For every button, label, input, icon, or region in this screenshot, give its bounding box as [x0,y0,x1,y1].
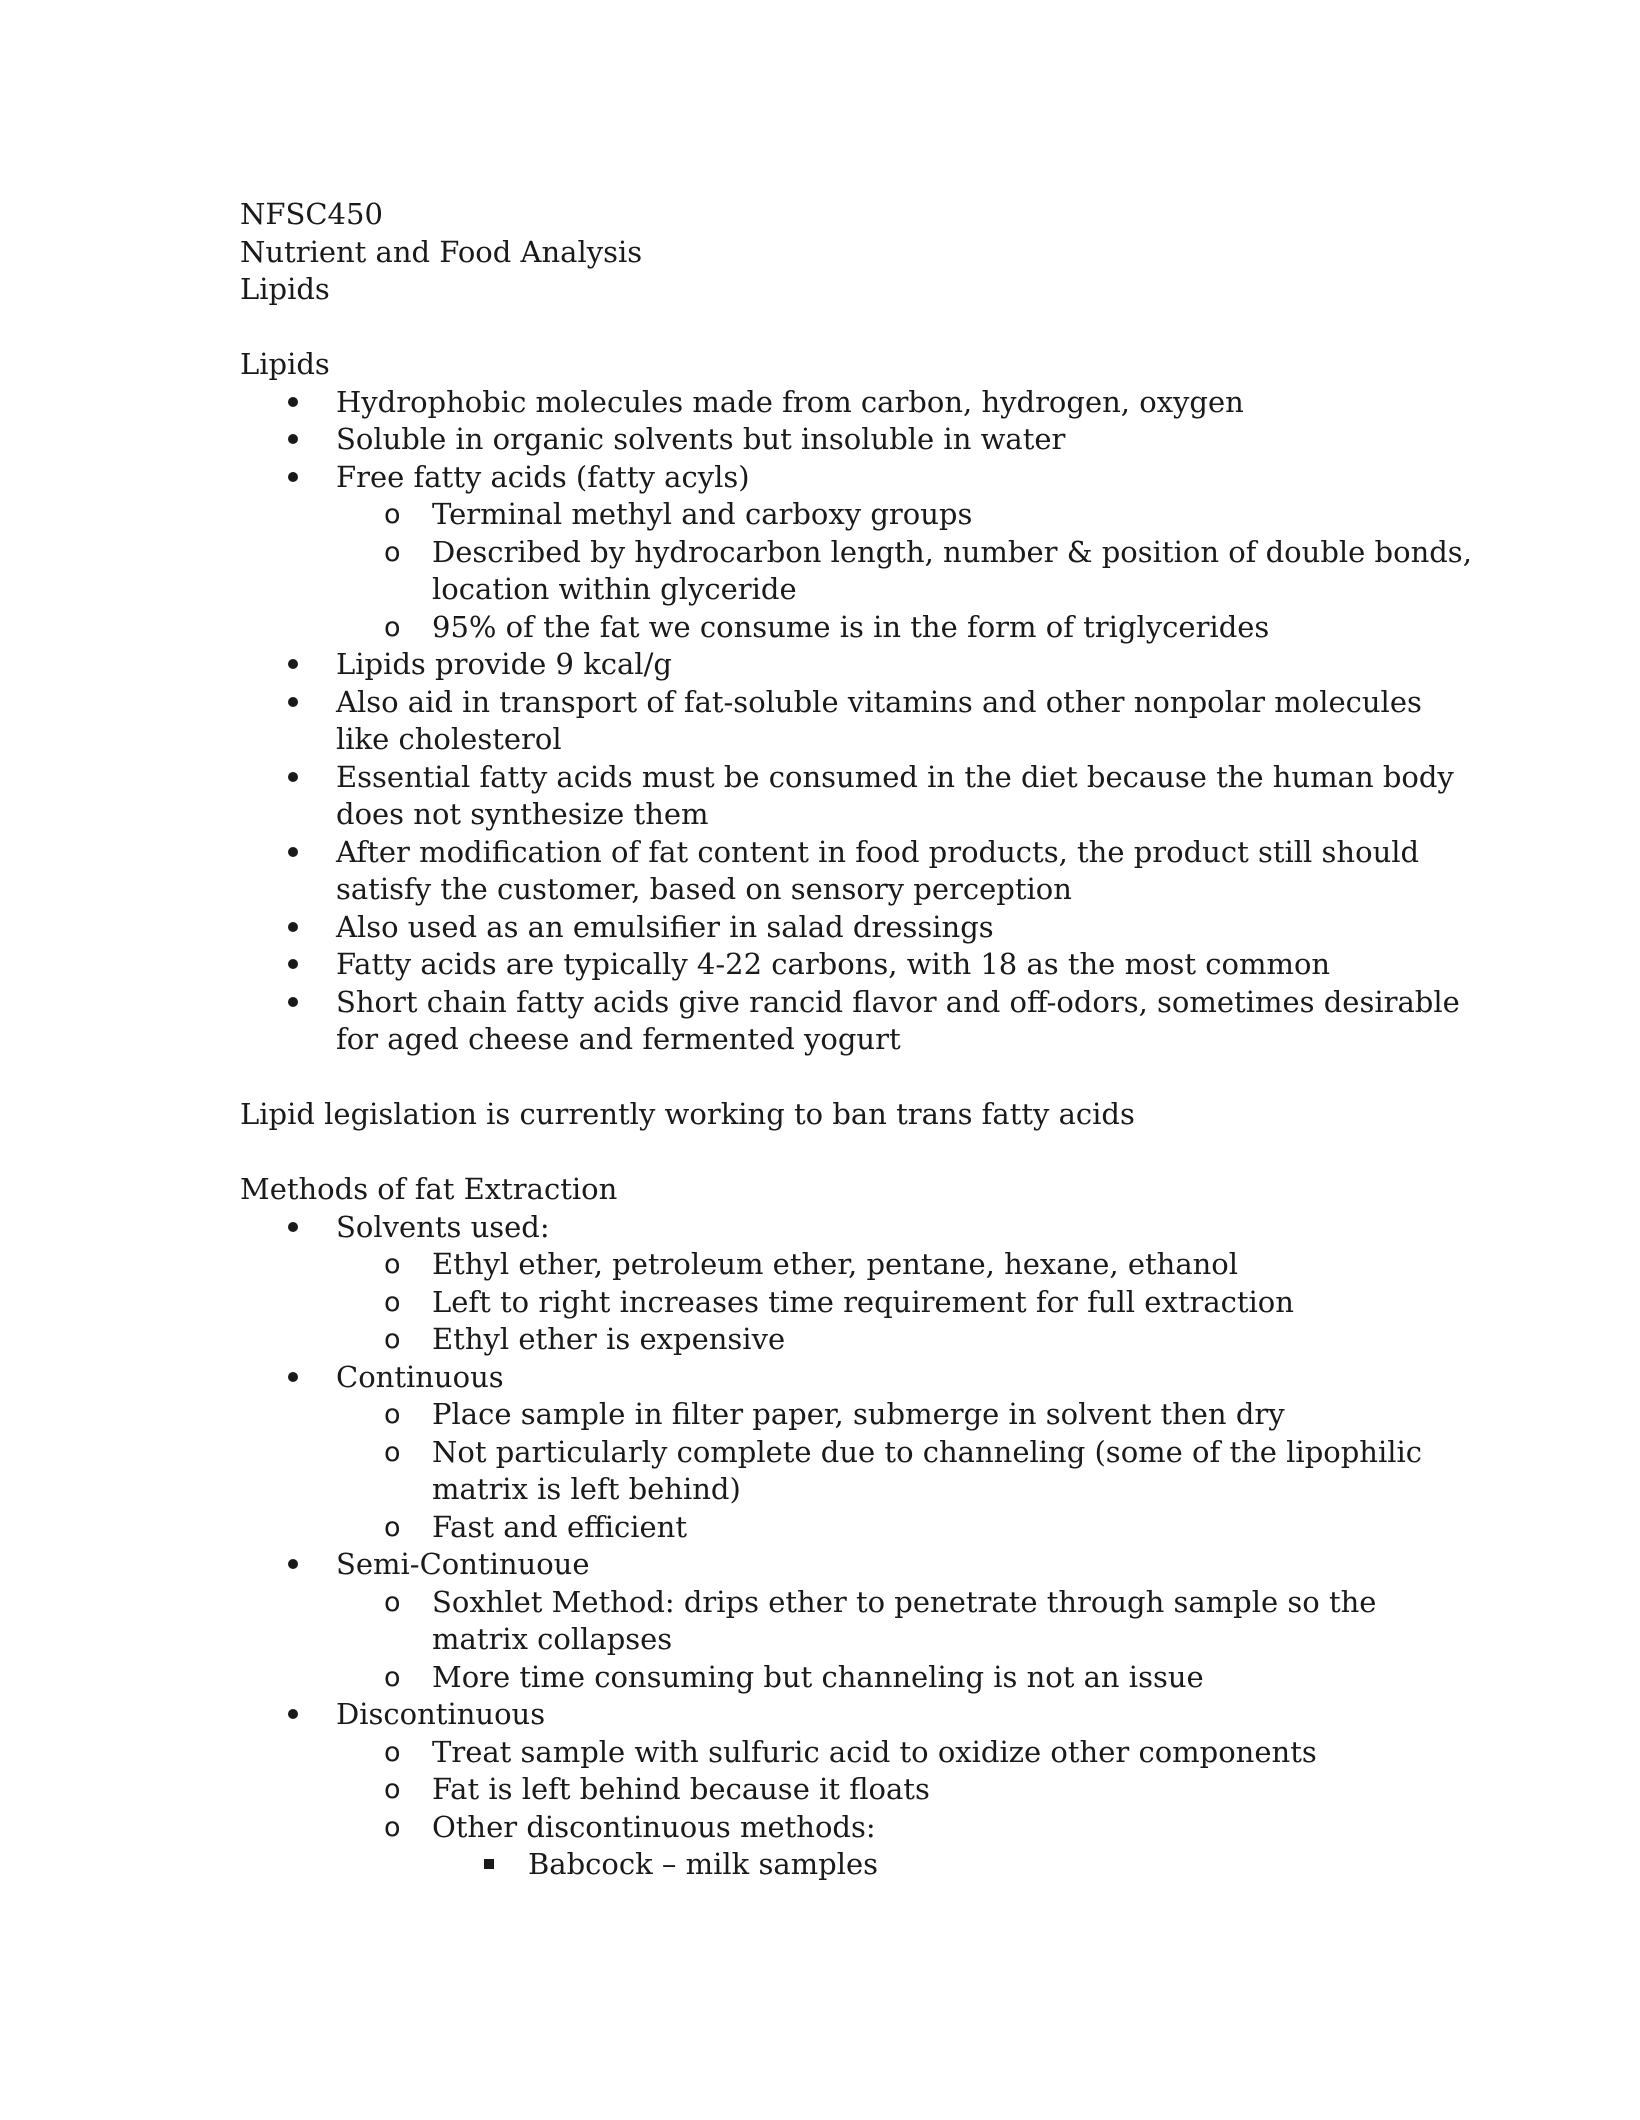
circle-bullet-icon: o [384,1774,401,1805]
list-item: After modification of fat content in food products, the product still should satisfy the customer, based on sensory perception [240,834,1420,909]
sub-list-item: o Treat sample with sulfuric acid to oxidize other components [336,1734,1420,1772]
course-code: NFSC450 [240,197,383,231]
sub-list-item: o Other discontinuous methods: Babcock – milk samples [336,1809,1420,1884]
circle-bullet-icon: o [384,1586,401,1618]
circle-bullet-icon: o [384,1511,401,1543]
bullet-icon [288,421,298,459]
section-heading-lipids: Lipids [240,347,330,381]
circle-bullet-icon: o [384,1811,401,1843]
solvents-sub-list [336,1246,1420,1359]
bullet-icon [288,1359,298,1397]
circle-bullet-icon: o [384,1286,401,1318]
list-item: Semi-Continuoue o Soxhlet Method: drips ether to penetrate through sample so the matrix collapses o More time consuming but channeling is not an issue [240,1546,1420,1696]
discontinuous-sub-list [336,1734,1420,1884]
list-item: Fatty acids are typically 4-22 carbons, with 18 as the most common [240,946,1420,984]
sub-list-item: o 95% of the fat we consume is in the form of triglycerides [336,609,1420,647]
bullet-icon [288,909,298,947]
bullet-icon [288,684,298,722]
sub-list-item: o Ethyl ether, petroleum ether, pentane, hexane, ethanol [336,1246,1420,1284]
sub-sub-list-item: Babcock – milk samples [432,1846,1420,1884]
list-item: Short chain fatty acids give rancid flavor and off-odors, sometimes desirable for aged cheese and fermented yogurt [240,984,1420,1059]
circle-bullet-icon: o [384,1249,401,1280]
circle-bullet-icon: o [384,1736,401,1768]
sub-list-item: o More time consuming but channeling is not an issue [336,1659,1420,1697]
sub-list-item: o Soxhlet Method: drips ether to penetrate through sample so the matrix collapses [384,1584,1377,1656]
circle-bullet-icon: o [384,1399,401,1430]
list-item: Soluble in organic solvents but insoluble in water [240,421,1420,459]
bullet-icon [288,834,298,872]
bullet-icon [288,984,298,1022]
sub-list-item: o Fast and efficient [336,1509,1420,1547]
list-item: Essential fatty acids must be consumed in the diet because the human body does not synthesize them [240,759,1420,834]
course-title: Nutrient and Food Analysis [240,234,643,269]
spacer [240,1134,1420,1172]
spacer [240,1059,1420,1097]
extraction-bullet-list [240,1209,1423,1884]
sub-list-item: o Not particularly complete due to channeling (some of the lipophilic matrix is left behind) [384,1434,1423,1506]
list-item: Discontinuous o Treat sample with sulfuric acid to oxidize other components o Fat is left behind because it floats o Other discontinuous methods: Babcock – milk samples [240,1696,1420,1884]
circle-bullet-icon: o [384,499,401,530]
circle-bullet-icon: o [384,1661,401,1693]
bullet-icon [288,759,298,797]
sub-list-item: o Terminal methyl and carboxy groups [336,496,1420,534]
list-item: Hydrophobic molecules made from carbon, hydrogen, oxygen [240,384,1420,422]
sub-list-item: o Described by hydrocarbon length, number & position of double bonds, location within glyceride [384,534,1472,606]
list-item: Also used as an emulsifier in salad dressings [240,909,1420,947]
list-item: Also aid in transport of fat-soluble vitamins and other nonpolar molecules like cholesterol [240,684,1420,759]
other-methods-sub-list [432,1846,1420,1884]
bullet-icon [288,384,298,422]
lipids-bullet-list [240,384,1472,1059]
bullet-icon [288,1209,298,1247]
circle-bullet-icon: o [384,536,401,568]
bullet-icon [288,946,298,984]
bullet-icon [288,1696,298,1734]
sub-list-item: o Place sample in filter paper, submerge in solvent then dry [336,1396,1420,1434]
spacer [240,309,1420,347]
fatty-acids-sub-list [336,496,1472,646]
section-heading-extraction: Methods of fat Extraction [240,1172,618,1206]
topic-title: Lipids [240,272,330,306]
circle-bullet-icon: o [384,611,401,643]
legislation-note: Lipid legislation is currently working to ban trans fatty acids [240,1097,1135,1131]
bullet-icon [288,646,298,684]
list-item: Free fatty acids (fatty acyls) o Terminal methyl and carboxy groups o Described by hydrocarbon length, number & position of double bonds, location within glyceride o 95% of the fat we consume is in the form of triglycerides [240,459,1420,647]
sub-list-item: o Fat is left behind because it floats [336,1771,1420,1809]
sub-list-item: o Ethyl ether is expensive [336,1321,1420,1359]
square-bullet-icon [484,1846,494,1884]
list-item: Continuous o Place sample in filter paper, submerge in solvent then dry o Not particularly complete due to channeling (some of the lipophilic matrix is left behind) o Fast and efficient [240,1359,1420,1547]
circle-bullet-icon: o [384,1436,401,1468]
circle-bullet-icon: o [384,1324,401,1355]
bullet-icon [288,459,298,497]
document-body [240,196,1472,1884]
list-item: Lipids provide 9 kcal/g [240,646,1420,684]
semi-continuous-sub-list [336,1584,1420,1697]
list-item: Solvents used: o Ethyl ether, petroleum ether, pentane, hexane, ethanol o Left to right increases time requirement for full extraction o Ethyl ether is expensive [240,1209,1420,1359]
sub-list-item: o Left to right increases time requirement for full extraction [336,1284,1420,1322]
bullet-icon [288,1546,298,1584]
continuous-sub-list [336,1396,1423,1546]
